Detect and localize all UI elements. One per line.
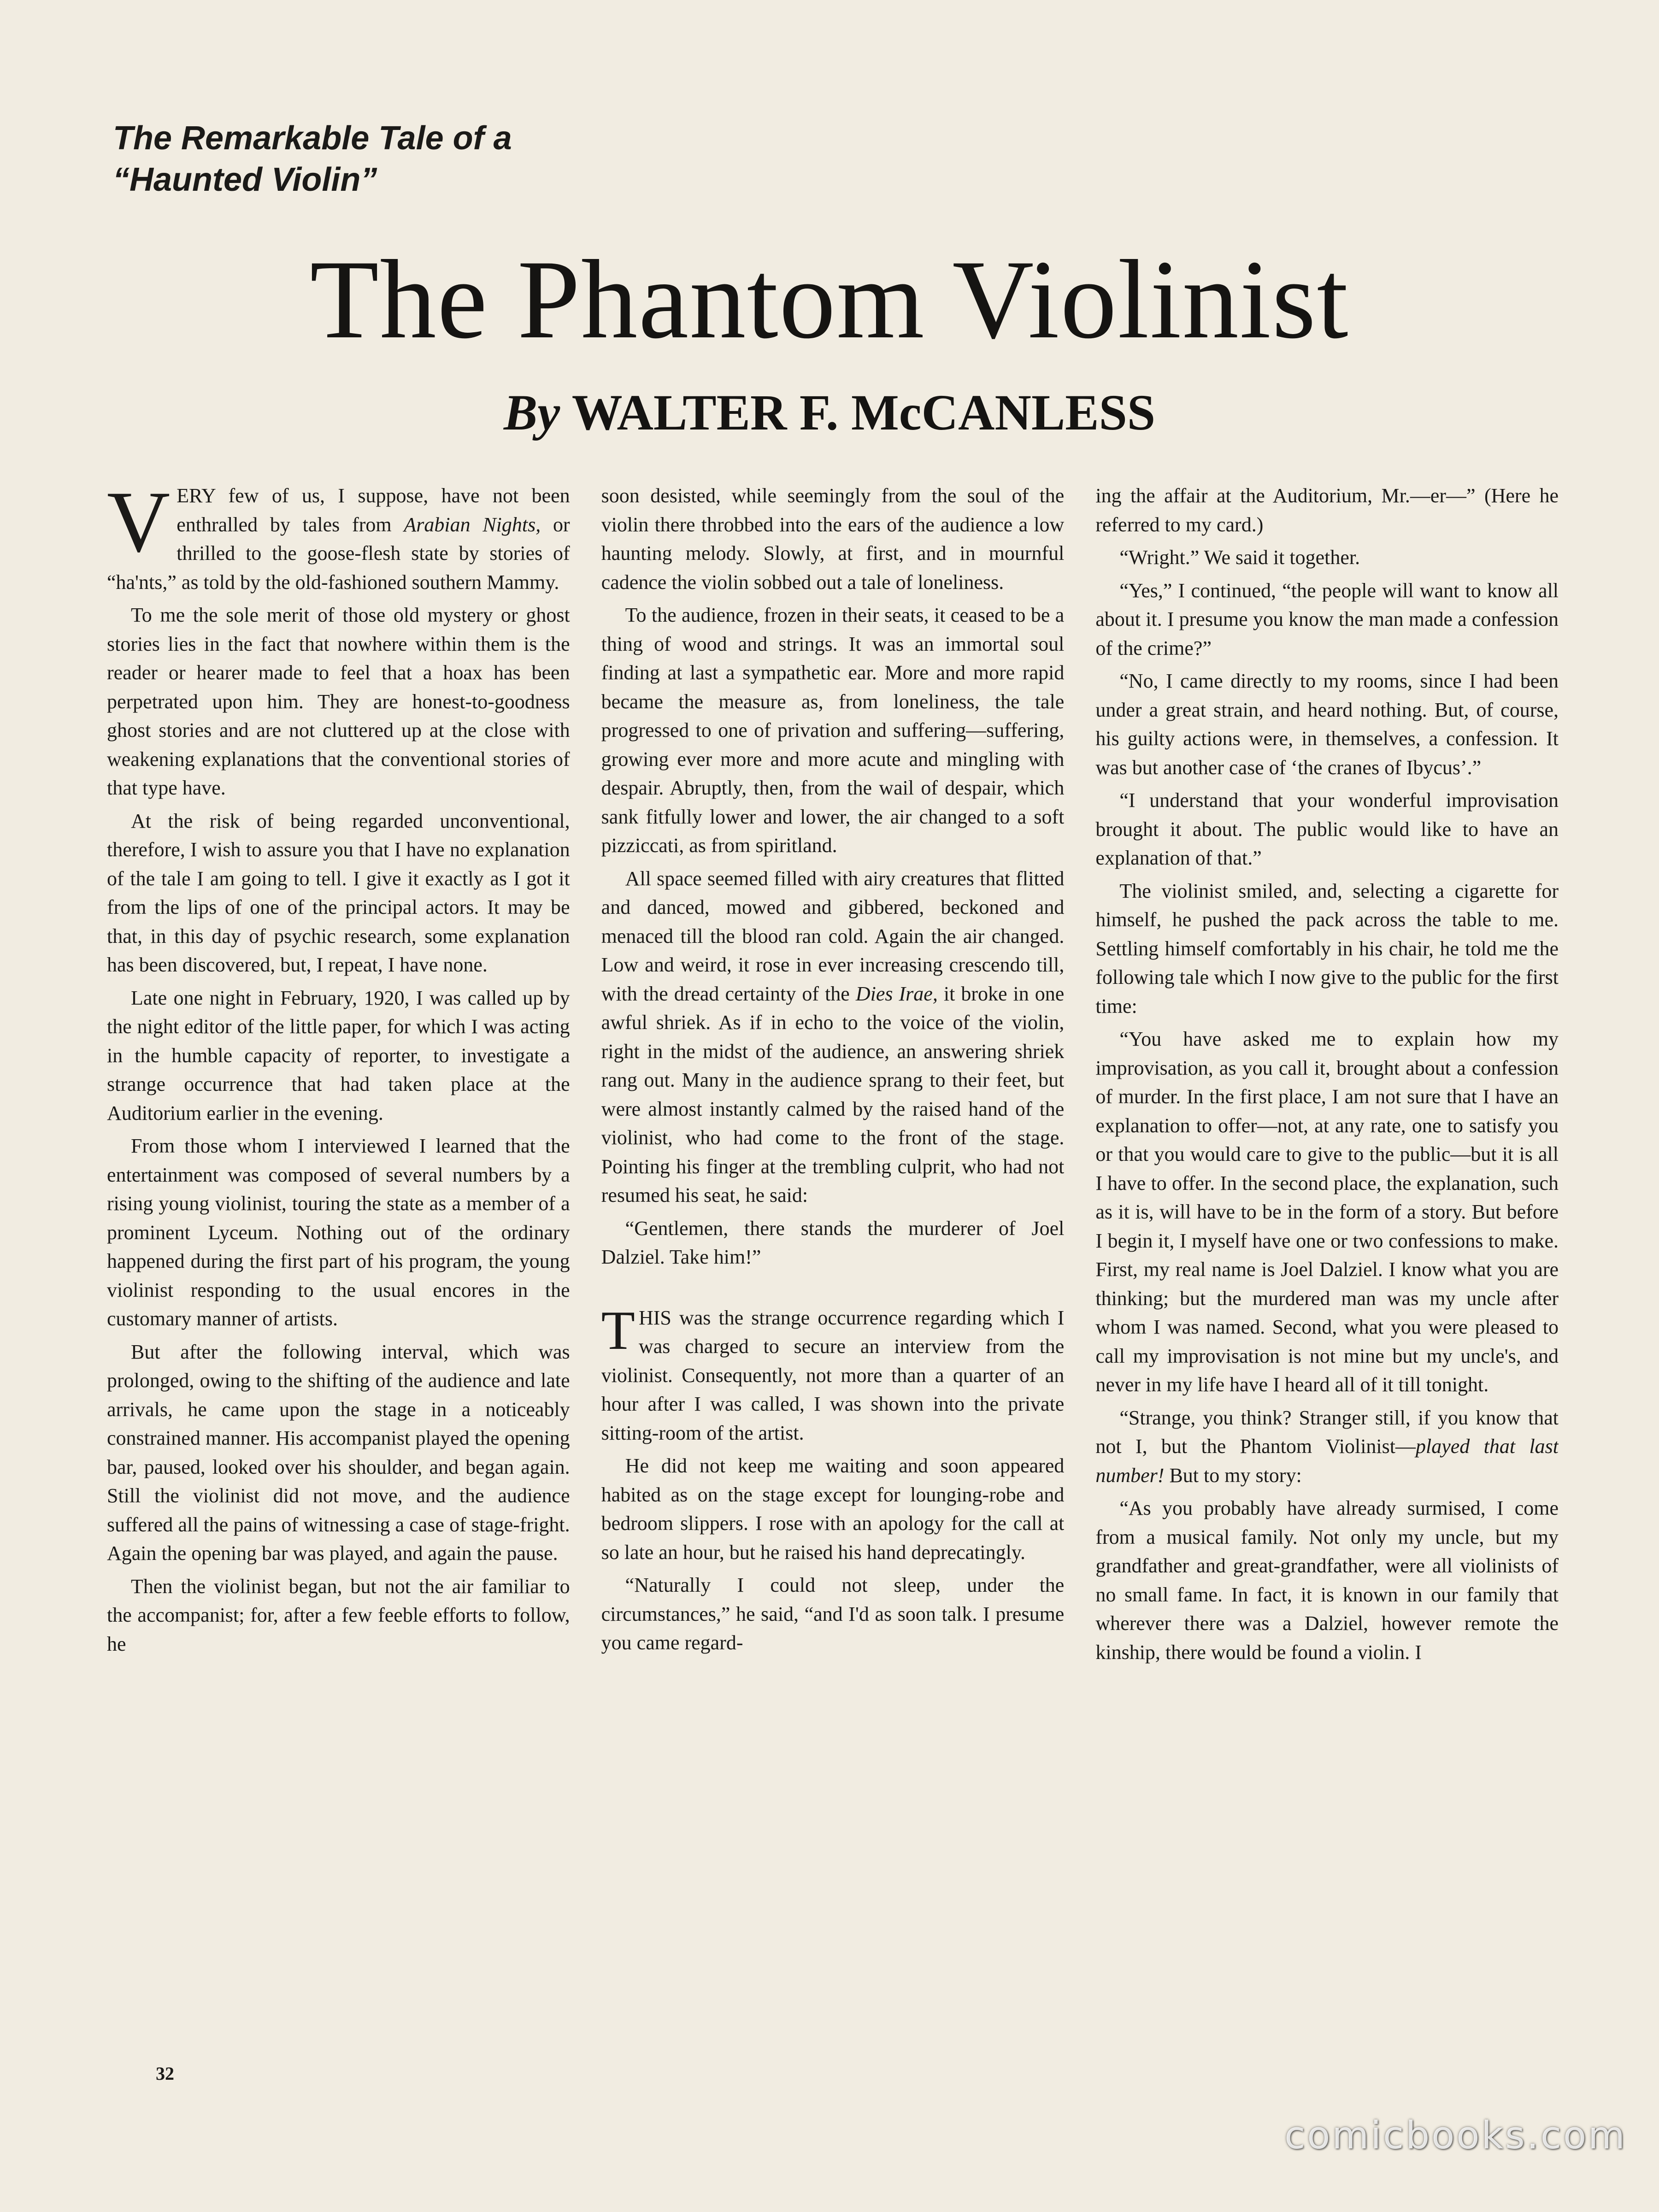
- text-run: or thrilled to the goose-flesh state by stories of “ha'nts,” as told by the old-fashioned southern Mammy.: [107, 513, 570, 594]
- paragraph: The violinist smiled, and, selecting a cigarette for himself, he pushed the pack across the table to me. Settling himself comfortably in his chair, he told me the following tale which I now give to the public for the first time:: [1095, 879, 1559, 1018]
- drop-cap: V: [107, 482, 171, 571]
- section-break: [601, 1276, 1065, 1304]
- paragraph: “I understand that your wonderful improvisation brought it about. The public would like to have an explanation of that.”: [1095, 789, 1559, 869]
- byline: [0, 382, 1659, 442]
- paragraph: [1095, 1404, 1559, 1490]
- kicker: [113, 118, 758, 200]
- article-columns: [107, 482, 1559, 2081]
- kicker-line-2: “Haunted Violin”: [113, 161, 377, 198]
- paragraph: Then the violinist began, but not the air familiar to the accompanist; for, after a few feeble efforts to follow, he: [107, 1575, 570, 1655]
- paragraph: To me the sole merit of those old mystery or ghost stories lies in the fact that nowhere within them is the reader or hearer made to feel that a hoax has been perpetrated upon him. They are honest-to-goodness ghost stories and are not cluttered up at the close with weakening explanations that the conventional stories of that type have.: [107, 604, 570, 799]
- paragraph: “Naturally I could not sleep, under the circumstances,” he said, “and I'd as soon talk. I presume you came regard-: [601, 1574, 1065, 1654]
- paragraph: [107, 482, 570, 597]
- text-run: But to my story:: [1164, 1464, 1302, 1487]
- paragraph: “As you probably have already surmised, I come from a musical family. Not only my uncle, but my grandfather and great-grandfather, were all violinists of no small fame. In fact, it is known in our family that wherever there was a Dalziel, however remote the kinship, there would be found a violin. I: [1095, 1497, 1559, 1664]
- paragraph: [601, 865, 1065, 1210]
- text-run: it broke in one awful shriek. As if in echo to the voice of the violin, right in the midst of the audience, an answering shriek rang out. Many in the audience sprang to their feet, but were almost instantly calmed by the raised hand of the violinist, who had come to the front of the stage. Pointing his finger at the trembling culprit, who had not resumed his seat, he said:: [601, 982, 1065, 1206]
- column-3: [1095, 482, 1559, 2081]
- kicker-line-1: The Remarkable Tale of a: [113, 120, 512, 157]
- paragraph: “Wright.” We said it together.: [1119, 546, 1360, 569]
- paragraph: Late one night in February, 1920, I was called up by the night editor of the little paper, for which I was acting in the humble capacity of reporter, to investigate a strange occurrence that had taken place at the Auditorium earlier in the evening.: [107, 986, 570, 1124]
- drop-cap: T: [601, 1299, 635, 1361]
- paragraph: From those whom I interviewed I learned that the entertainment was composed of several numbers by a rising young violinist, touring the state as a member of a prominent Lyceum. Nothing out of the ordinary happened during the first part of his program, the young violinist responding to the usual encores in the customary manner of artists.: [107, 1135, 570, 1330]
- paragraph: “Gentlemen, there stands the murderer of Joel Dalziel. Take him!”: [601, 1217, 1065, 1268]
- paragraph: ing the affair at the Auditorium, Mr.—er—” (Here he referred to my card.): [1095, 484, 1559, 536]
- column-2: [601, 482, 1065, 2081]
- paragraph: At the risk of being regarded unconventional, therefore, I wish to assure you that I have no explanation of the tale I am going to tell. I give it exactly as I got it from the lips of one of the principal actors. It may be that, in this day of psychic research, some explanation has been discovered, but, I repeat, I have none.: [107, 809, 570, 976]
- italic-text: Arabian Nights,: [404, 513, 541, 536]
- watermark: comicbooks.com: [1284, 2114, 1627, 2158]
- paragraph: [601, 1299, 1065, 1448]
- text-run: HIS was the strange occurrence regarding which I was charged to secure an interview from the violinist. Consequently, not more than a quarter of an hour after I was called, I was shown into the private sitting-room of the artist.: [601, 1306, 1065, 1444]
- text-run: ERY few of us, I suppose, have not been enthralled by tales from: [176, 484, 570, 536]
- column-1: [107, 482, 570, 2081]
- paragraph: To the audience, frozen in their seats, it ceased to be a thing of wood and strings. It was an immortal soul finding at last a sympathetic ear. More and more rapid became the measure as, from loneliness, the tale progressed to one of privation and suffering—suffering, growing ever more and more acute and mingling with despair. Abruptly, then, from the wail of despair, which sank fitfully lower and lower, the air changed to a soft pizziccati, as from spiritland.: [601, 604, 1065, 857]
- italic-text: played that last number!: [1095, 1435, 1559, 1487]
- paragraph: He did not keep me waiting and soon appeared habited as on the stage except for lounging-robe and bedroom slippers. I rose with an apology for the call at so late an hour, but he raised his hand deprecatingly.: [601, 1454, 1065, 1564]
- page-number: 32: [156, 2063, 174, 2084]
- byline-author: WALTER F. McCANLESS: [571, 384, 1156, 441]
- text-run: All space seemed filled with airy creatures that flitted and danced, mowed and gibbered, beckoned and menaced till the blood ran cold. Again the air changed. Low and weird, it rose in ever increasing crescendo till, with the dread certainty of the: [601, 867, 1065, 1005]
- paragraph: “Yes,” I continued, “the people will want to know all about it. I presume you know the man made a confession of the crime?”: [1095, 579, 1559, 659]
- paragraph: “You have asked me to explain how my improvisation, as you call it, brought about a confession of murder. In the first place, I am not sure that I have an explanation to offer—not, at any rate, one to satisfy you or that you would care to give to the public—but it is all I have to offer. In the second place, the explanation, such as it is, will have to be in the form of a story. But before I begin it, I myself have one or two confessions to make. First, my real name is Joel Dalziel. I know what you are thinking; but the murdered man was my uncle after whom I was named. Second, what you were pleased to call my improvisation is not mine but my uncle's, and never in my life have I heard all of it till tonight.: [1095, 1028, 1559, 1396]
- italic-text: Dies Irae,: [855, 982, 938, 1005]
- paragraph: soon desisted, while seemingly from the soul of the violin there throbbed into the ears of the audience a low haunting melody. Slowly, at first, and in mournful cadence the violin sobbed out a tale of loneliness.: [601, 484, 1065, 594]
- paragraph: But after the following interval, which was prolonged, owing to the shifting of the audience and late arrivals, he came upon the stage in a noticeably constrained manner. His accompanist played the opening bar, paused, looked over his shoulder, and began again. Still the violinist did not move, and the audience suffered all the pains of witnessing a case of stage-fright. Again the opening bar was played, and again the pause.: [107, 1340, 570, 1565]
- byline-by: By: [503, 384, 560, 441]
- page-title: The Phantom Violinist: [310, 237, 1349, 362]
- text-run: “Strange, you think? Stranger still, if you know that not I, but the Phantom Violinist—: [1095, 1406, 1559, 1458]
- paragraph: “No, I came directly to my rooms, since I had been under a great strain, and heard nothing. But, of course, his guilty actions were, in themselves, a confession. It was but another case of ‘the cranes of Ibycus’.”: [1095, 670, 1559, 779]
